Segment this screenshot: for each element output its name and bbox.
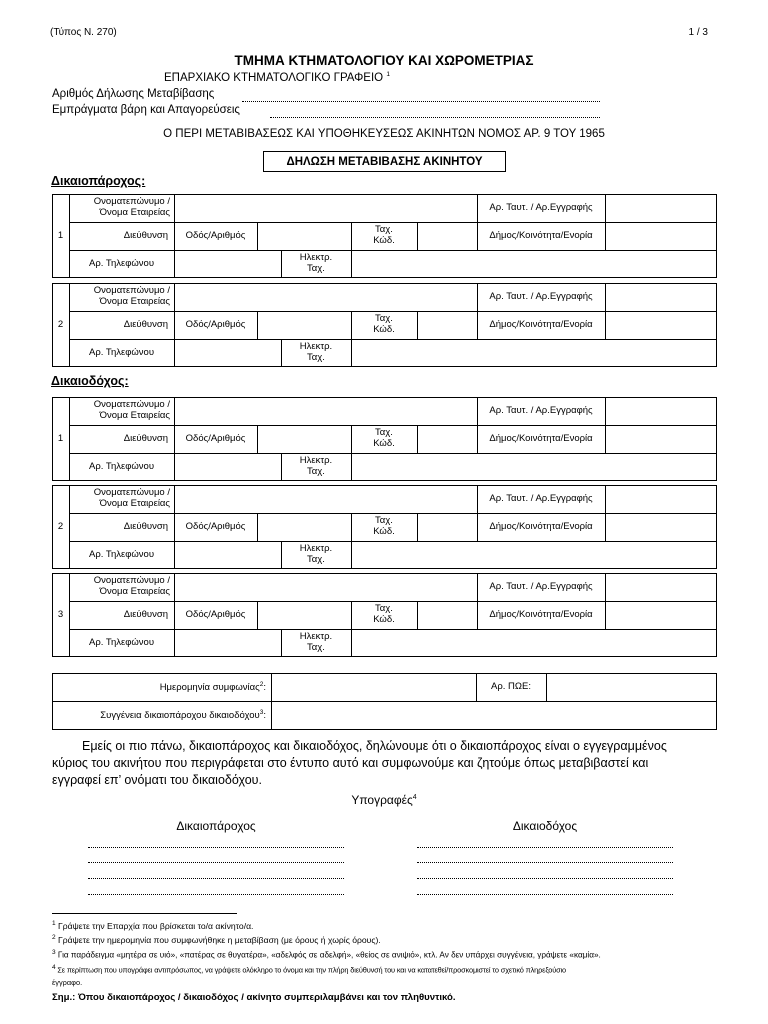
transferee-heading: Δικαιοδόχος:	[51, 374, 129, 388]
transferee-2-postal-field[interactable]	[418, 514, 476, 540]
transferee-3-id-field[interactable]	[606, 574, 716, 600]
encumbrances-field[interactable]	[270, 105, 600, 118]
transferee-3-postal-field[interactable]	[418, 602, 476, 628]
municipality-label: Δήμος/Κοινότητα/Ενορία	[489, 432, 593, 444]
note: Σημ.: Όπου δικαιοπάροχος / δικαιοδόχος / ακίνητο συμπεριλαμβάνει και τον πληθυντικό.	[52, 992, 456, 1003]
footnote-4-cont: έγγραφο.	[52, 977, 83, 987]
agreement-date-field[interactable]	[272, 674, 475, 700]
signature-line-transferor[interactable]	[88, 894, 344, 895]
transferee-2-municipality-field[interactable]	[606, 514, 716, 540]
transferor-2-id-field[interactable]	[606, 284, 716, 310]
signature-transferor-label: Δικαιοπάροχος	[176, 819, 256, 833]
email-label: Ηλεκτρ. Ταχ.	[299, 252, 333, 274]
signatures-heading: Υπογραφές$^4$	[351, 793, 417, 807]
transferee-1-name-field[interactable]	[175, 398, 476, 424]
email-label: Ηλεκτρ. Ταχ.	[299, 341, 333, 363]
transferee-2-email-field[interactable]	[352, 542, 716, 568]
address-label: Διεύθυνση	[123, 318, 168, 330]
district-office: ΕΠΑΡΧΙΑΚΟ ΚΤΗΜΑΤΟΛΟΓΙΚΟ ΓΡΑΦΕΙΟ $^1$	[164, 71, 390, 84]
transferor-2-postal-field[interactable]	[418, 312, 476, 338]
signature-line-transferee[interactable]	[417, 847, 673, 848]
street-label: Οδός/Αριθμός	[185, 520, 246, 532]
postal-code-label: Ταχ. Κώδ.	[373, 427, 395, 449]
transferee-3-phone-field[interactable]	[175, 630, 280, 656]
transferor-2-street-field[interactable]	[258, 312, 350, 338]
street-label: Οδός/Αριθμός	[185, 318, 246, 330]
name-label: Ονοματεπώνυμο / Όνομα Εταιρείας	[93, 487, 170, 509]
transferor-2-municipality-field[interactable]	[606, 312, 716, 338]
transferor-1-id-field[interactable]	[606, 195, 716, 221]
agreement-date-label: Ημερομηνία συμφωνίας$^2$:	[159, 680, 266, 694]
transferee-2-phone-field[interactable]	[175, 542, 280, 568]
id-label: Αρ. Ταυτ. / Αρ.Εγγραφής	[489, 404, 593, 416]
form-type: (Τύπος Ν. 270)	[50, 27, 117, 38]
name-label: Ονοματεπώνυμο / Όνομα Εταιρείας	[93, 196, 170, 218]
id-label: Αρ. Ταυτ. / Αρ.Εγγραφής	[489, 492, 593, 504]
transferee-3-municipality-field[interactable]	[606, 602, 716, 628]
signature-line-transferor[interactable]	[88, 878, 344, 879]
transferee-2-id-field[interactable]	[606, 486, 716, 512]
municipality-label: Δήμος/Κοινότητα/Ενορία	[489, 318, 593, 330]
transferor-2-email-field[interactable]	[352, 340, 716, 366]
law-reference: Ο ΠΕΡΙ ΜΕΤΑΒΙΒΑΣΕΩΣ ΚΑΙ ΥΠΟΘΗΚΕΥΣΕΩΣ ΑΚΙΝΗΤΩΝ ΝΟΜΟΣ ΑΡ. 9 ΤΟΥ 1965	[163, 128, 605, 140]
signature-line-transferor[interactable]	[88, 847, 344, 848]
transferee-3-email-field[interactable]	[352, 630, 716, 656]
name-label: Ονοματεπώνυμο / Όνομα Εταιρείας	[93, 399, 170, 421]
transferee-2-row-number: 2	[57, 520, 64, 532]
municipality-label: Δήμος/Κοινότητα/Ενορία	[489, 608, 593, 620]
street-label: Οδός/Αριθμός	[185, 608, 246, 620]
signature-line-transferee[interactable]	[417, 862, 673, 863]
email-label: Ηλεκτρ. Ταχ.	[299, 631, 333, 653]
address-label: Διεύθυνση	[123, 432, 168, 444]
declaration-number-label: Αριθμός Δήλωσης Μεταβίβασης	[52, 88, 215, 100]
transferee-3-name-field[interactable]	[175, 574, 476, 600]
transferor-1-phone-field[interactable]	[175, 251, 280, 277]
transferor-2-phone-field[interactable]	[175, 340, 280, 366]
encumbrances-label: Εμπράγματα βάρη και Απαγορεύσεις	[52, 104, 240, 116]
email-label: Ηλεκτρ. Ταχ.	[299, 455, 333, 477]
footnote-1: $^1$ Γράψετε την Επαρχία που βρίσκεται το/α ακίνητο/α.	[52, 920, 254, 931]
postal-code-label: Ταχ. Κώδ.	[373, 224, 395, 246]
postal-code-label: Ταχ. Κώδ.	[373, 603, 395, 625]
phone-label: Αρ. Τηλεφώνου	[88, 257, 155, 269]
id-label: Αρ. Ταυτ. / Αρ.Εγγραφής	[489, 201, 593, 213]
transferee-1-phone-field[interactable]	[175, 454, 280, 480]
transferor-1-municipality-field[interactable]	[606, 223, 716, 249]
street-label: Οδός/Αριθμός	[185, 432, 246, 444]
footnotes	[52, 918, 717, 989]
page-number: 1 / 3	[688, 27, 708, 38]
transferee-1-id-field[interactable]	[606, 398, 716, 424]
poe-label: Αρ. ΠΩΕ:	[491, 681, 531, 693]
footnote-2: $^2$ Γράψετε την ημερομηνία που συμφωνήθηκε η μεταβίβαση (με όρους ή χωρίς όρους).	[52, 934, 381, 946]
transferor-1-street-field[interactable]	[258, 223, 350, 249]
transferee-3-street-field[interactable]	[258, 602, 350, 628]
transferor-2-row-number: 2	[57, 318, 64, 330]
footnote-4: $^4$ Σε περίπτωση που υπογράφει αντιπρόσωπος, να γράψετε ολόκληρο το όνομα και την πλήρη διεύθυνσή του και να κατατεθεί/προσκομιστεί το σχετικό πληρεξούσιο	[52, 963, 566, 975]
postal-code-label: Ταχ. Κώδ.	[373, 313, 395, 335]
municipality-label: Δήμος/Κοινότητα/Ενορία	[489, 229, 593, 241]
footnote-separator	[52, 913, 237, 914]
transferee-3-row-number: 3	[57, 608, 64, 620]
transferor-1-name-field[interactable]	[175, 195, 476, 221]
declaration-text: Εμείς οι πιο πάνω, δικαιοπάροχος και δικαιοδόχος, δηλώνουμε ότι ο δικαιοπάροχος είναι ο εγγεγραμμένος κύριος του ακινήτου που περιγράφεται στο έντυπο αυτό και συμφωνούμε και ζητούμε όπως μεταβιβαστεί και εγγραφεί επ’ ονόματι του δικαιοδόχου.	[52, 739, 667, 787]
name-label: Ονοματεπώνυμο / Όνομα Εταιρείας	[93, 285, 170, 307]
transferee-1-street-field[interactable]	[258, 426, 350, 452]
phone-label: Αρ. Τηλεφώνου	[88, 346, 155, 358]
poe-field[interactable]	[547, 674, 716, 700]
street-label: Οδός/Αριθμός	[185, 229, 246, 241]
transferor-1-email-field[interactable]	[352, 251, 716, 277]
transferor-1-row-number: 1	[57, 229, 64, 241]
transferee-2-street-field[interactable]	[258, 514, 350, 540]
document-title: ΔΗΛΩΣΗ ΜΕΤΑΒΙΒΑΣΗΣ ΑΚΙΝΗΤΟΥ	[263, 151, 506, 172]
phone-label: Αρ. Τηλεφώνου	[88, 548, 155, 560]
signature-line-transferor[interactable]	[88, 862, 344, 863]
declaration-number-field[interactable]	[242, 89, 600, 102]
phone-label: Αρ. Τηλεφώνου	[88, 636, 155, 648]
transferee-2-name-field[interactable]	[175, 486, 476, 512]
transferor-heading: Δικαιοπάροχος:	[51, 174, 146, 188]
transferor-1-postal-field[interactable]	[418, 223, 476, 249]
id-label: Αρ. Ταυτ. / Αρ.Εγγραφής	[489, 580, 593, 592]
relation-field[interactable]	[272, 702, 716, 729]
transferee-1-municipality-field[interactable]	[606, 426, 716, 452]
relation-label: Συγγένεια δικαιοπάροχου δικαιοδόχου$^3$:	[100, 709, 266, 722]
signature-line-transferee[interactable]	[417, 878, 673, 879]
postal-code-label: Ταχ. Κώδ.	[373, 515, 395, 537]
transferor-2-name-field[interactable]	[175, 284, 476, 310]
id-label: Αρ. Ταυτ. / Αρ.Εγγραφής	[489, 290, 593, 302]
department-title: ΤΜΗΜΑ ΚΤΗΜΑΤΟΛΟΓΙΟΥ ΚΑΙ ΧΩΡΟΜΕΤΡΙΑΣ	[234, 53, 534, 68]
footnote-3: $^3$ Για παράδειγμα «μητέρα σε υιό», «πατέρας σε θυγατέρα», «αδελφός σε αδελφή», «θείος σε ανιψιό», κτλ. Αν δεν υπάρχει συγγένεια, γράψετε «καμία».	[52, 948, 601, 960]
name-label: Ονοματεπώνυμο / Όνομα Εταιρείας	[93, 575, 170, 597]
signature-line-transferee[interactable]	[417, 894, 673, 895]
transferee-1-postal-field[interactable]	[418, 426, 476, 452]
municipality-label: Δήμος/Κοινότητα/Ενορία	[489, 520, 593, 532]
signature-transferee-label: Δικαιοδόχος	[512, 819, 578, 833]
address-label: Διεύθυνση	[123, 229, 168, 241]
transferee-1-row-number: 1	[57, 432, 64, 444]
address-label: Διεύθυνση	[123, 608, 168, 620]
transferee-1-email-field[interactable]	[352, 454, 716, 480]
phone-label: Αρ. Τηλεφώνου	[88, 460, 155, 472]
email-label: Ηλεκτρ. Ταχ.	[299, 543, 333, 565]
address-label: Διεύθυνση	[123, 520, 168, 532]
